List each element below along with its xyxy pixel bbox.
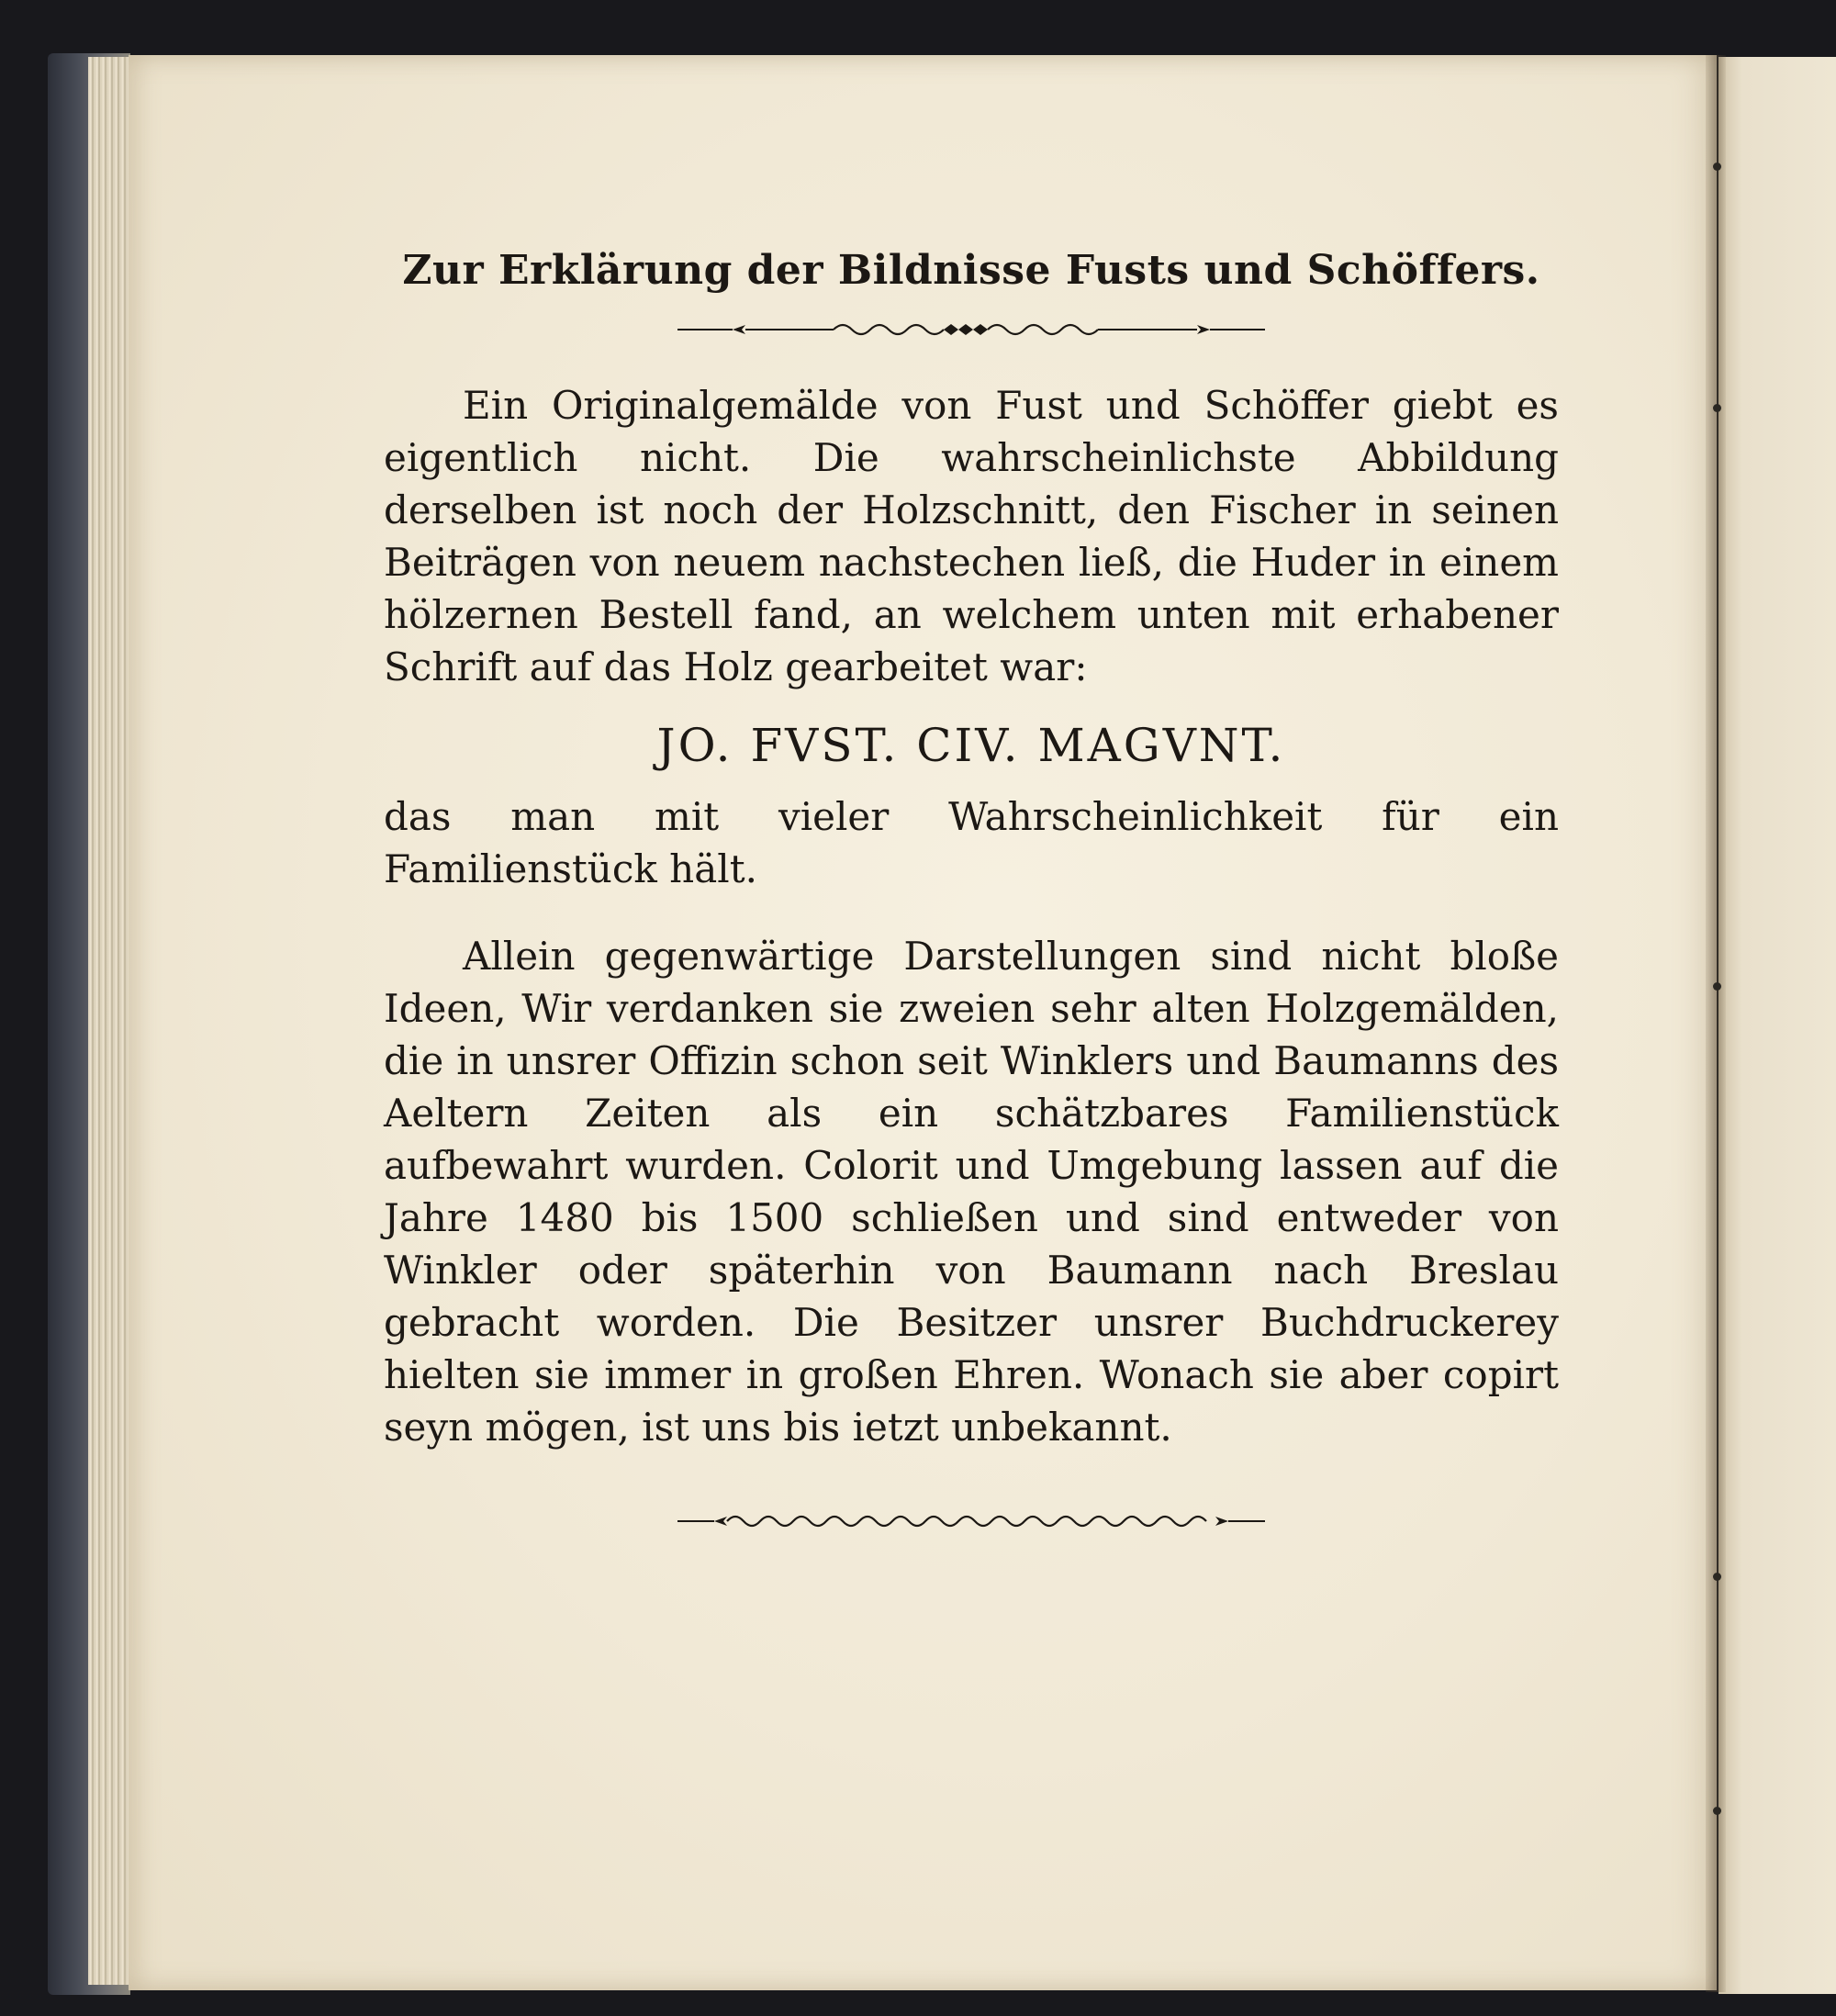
- page-title: Zur Erklärung der Bildnisse Fusts und Schöffers.: [402, 247, 1540, 294]
- inscription: JO. FVST. CIV. MAGVNT.: [656, 719, 1286, 772]
- paragraph-3: Allein gegenwärtige Darstellungen sind nicht bloße Ideen, Wir verdanken sie zweien sehr alten Holzgemälden, die in unsrer Offizin schon seit Winklers und Baumanns des Aeltern Zeiten als ein schätzbares Familienstück aufbewahrt wurden. Colorit und Umgebung lassen auf die Jahre 1480 bis 1500 schließen und sind entweder von Winkler oder späterhin von Baumann nach Breslau gebracht worden. Die Besitzer unsrer Buchdruckerey hielten sie immer in großen Ehren. Wonach sie aber copirt seyn mögen, ist uns bis ietzt unbekannt.: [384, 934, 1559, 1450]
- ornament-divider-icon: [677, 319, 1265, 341]
- page-edges: [88, 57, 134, 1985]
- binding-stitch: [1713, 162, 1721, 171]
- ornament-divider-icon: [677, 1510, 1265, 1532]
- binding-stitch: [1713, 982, 1721, 991]
- binding-stitch: [1713, 1807, 1721, 1815]
- facing-page: [1718, 57, 1836, 1994]
- book-gutter: [1706, 55, 1726, 1992]
- page-text: [384, 234, 1559, 1532]
- paragraph-1: Ein Originalgemälde von Fust und Schöffer giebt es eigentlich nicht. Die wahrscheinlichste Abbildung derselben ist noch der Holzschnitt, den Fischer in seinen Beiträgen von neuem nachstechen ließ, die Huder in einem hölzernen Bestell fand, an welchem unten mit erhabener Schrift auf das Holz gearbeitet war:: [384, 383, 1559, 689]
- binding-stitch: [1713, 1573, 1721, 1581]
- paragraph-2: das man mit vieler Wahrscheinlichkeit für ein Familienstück hält.: [384, 794, 1559, 891]
- binding-stitch: [1713, 404, 1721, 412]
